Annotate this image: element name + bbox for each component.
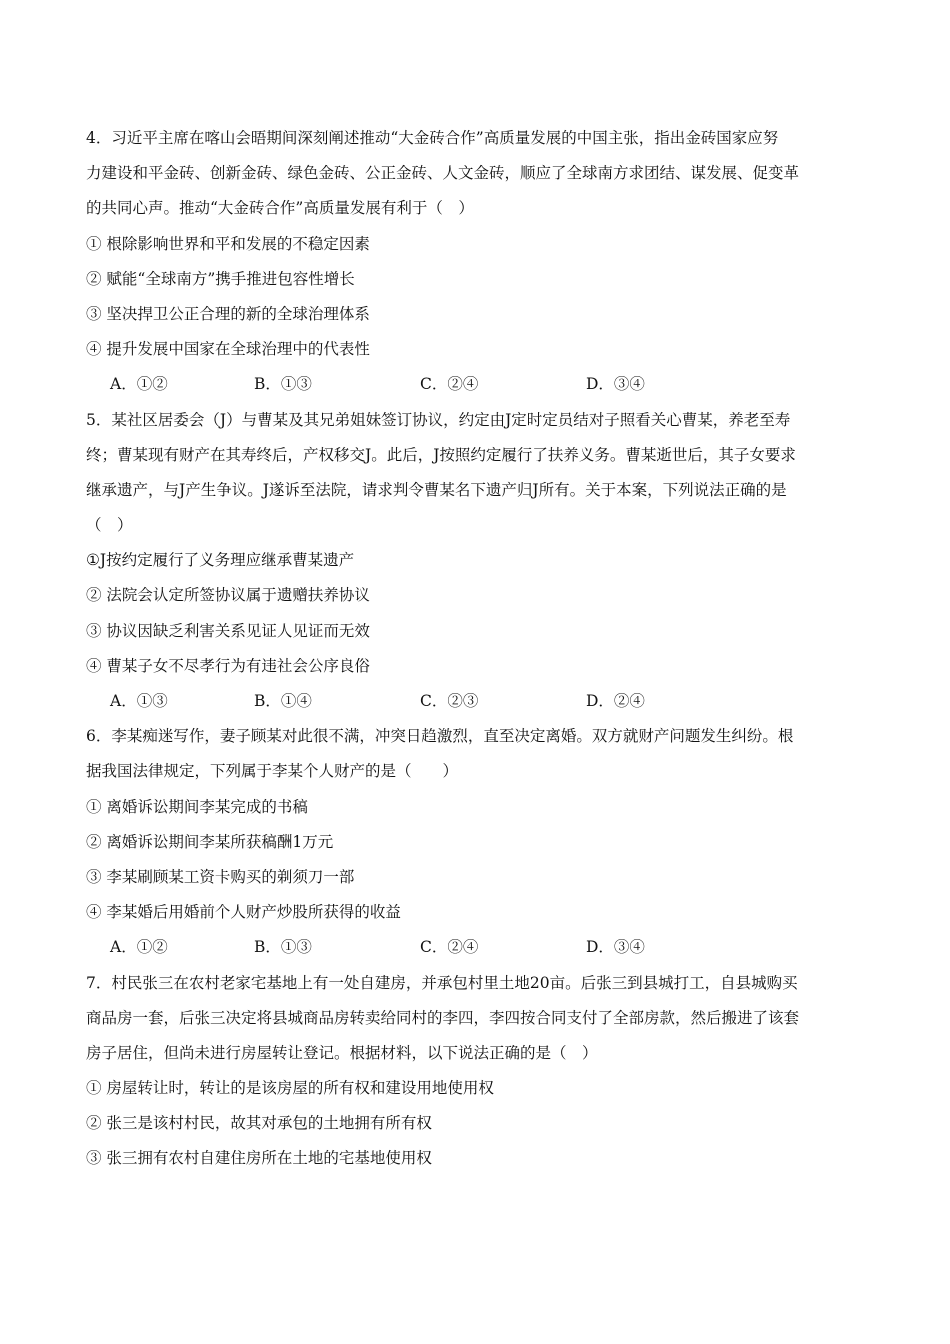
answer-choice-b: B．①③ bbox=[254, 938, 312, 957]
answer-choice-d: D．③④ bbox=[586, 375, 645, 394]
statement-option: ① 房屋转让时，转让的是该房屋的所有权和建设用地使用权 bbox=[86, 1079, 494, 1098]
statement-option: ② 张三是该村村民，故其对承包的土地拥有所有权 bbox=[86, 1114, 432, 1133]
question-stem-line: 继承遗产，与J产生争议。J遂诉至法院，请求判令曹某名下遗产归J所有。关于本案，下列说法正确的是 bbox=[86, 480, 787, 499]
answer-choice-d: D．③④ bbox=[586, 938, 645, 957]
answer-choice-b: B．①③ bbox=[254, 375, 312, 394]
question-6 bbox=[86, 719, 864, 965]
statement-option: ④ 曹某子女不尽孝行为有违社会公序良俗 bbox=[86, 656, 370, 675]
statement-option: ③ 李某刷顾某工资卡购买的剃须刀一部 bbox=[86, 867, 355, 886]
question-stem-line: 4．习近平主席在喀山会晤期间深刻阐述推动“大金砖合作”高质量发展的中国主张，指出金砖国家应努 bbox=[86, 129, 779, 147]
answer-choice-b: B．①④ bbox=[254, 692, 312, 710]
statement-option: ③ 张三拥有农村自建住房所在土地的宅基地使用权 bbox=[86, 1149, 432, 1168]
answer-choice-a: A．①② bbox=[110, 938, 168, 957]
question-stem-line: 终；曹某现有财产在其寿终后，产权移交J。此后，J按照约定履行了扶养义务。曹某逝世后，其子女要求 bbox=[86, 445, 796, 464]
answer-choices bbox=[86, 367, 864, 402]
statement-option: ③ 坚决捍卫公正合理的新的全球治理体系 bbox=[86, 304, 370, 323]
question-5 bbox=[86, 403, 864, 720]
question-stem-line: 据我国法律规定，下列属于李某个人财产的是（ ） bbox=[86, 762, 459, 781]
question-stem-line: 力建设和平金砖、创新金砖、绿色金砖、公正金砖、人文金砖，顺应了全球南方求团结、谋发展、促变革 bbox=[86, 164, 800, 183]
statement-option: ①J按约定履行了义务理应继承曹某遗产 bbox=[86, 551, 355, 570]
answer-choice-c: C．②③ bbox=[420, 692, 479, 710]
question-stem-line: （ ） bbox=[86, 516, 133, 535]
answer-choices bbox=[86, 930, 864, 965]
question-stem-line: 房子居住，但尚未进行房屋转让登记。根据材料，以下说法正确的是（ ） bbox=[86, 1043, 598, 1062]
statement-option: ② 离婚诉讼期间李某所获稿酬1万元 bbox=[86, 832, 334, 851]
answer-choice-a: A．①② bbox=[110, 375, 168, 394]
statement-option: ① 离婚诉讼期间李某完成的书稿 bbox=[86, 797, 308, 816]
question-4 bbox=[86, 121, 864, 403]
question-7 bbox=[86, 966, 864, 1177]
question-stem-line: 商品房一套，后张三决定将县城商品房转卖给同村的李四，李四按合同支付了全部房款，然后搬进了该套 bbox=[86, 1008, 800, 1027]
question-stem-line: 7．村民张三在农村老家宅基地上有一处自建房，并承包村里土地20亩。后张三到县城打工，自县城购买 bbox=[86, 973, 798, 992]
statement-option: ④ 李某婚后用婚前个人财产炒股所获得的收益 bbox=[86, 903, 401, 922]
statement-option: ② 赋能“全球南方”携手推进包容性增长 bbox=[86, 269, 355, 288]
answer-choice-a: A．①③ bbox=[110, 692, 168, 710]
statement-option: ② 法院会认定所签协议属于遗赠扶养协议 bbox=[86, 586, 370, 605]
statement-option: ④ 提升发展中国家在全球治理中的代表性 bbox=[86, 340, 370, 359]
answer-choice-d: D．②④ bbox=[586, 692, 645, 710]
statement-option: ① 根除影响世界和平和发展的不稳定因素 bbox=[86, 234, 370, 253]
exam-page bbox=[86, 121, 864, 1177]
answer-choice-c: C．②④ bbox=[420, 938, 479, 957]
answer-choice-c: C．②④ bbox=[420, 375, 479, 394]
statement-option: ③ 协议因缺乏利害关系见证人见证而无效 bbox=[86, 621, 370, 640]
question-stem-line: 6．李某痴迷写作，妻子顾某对此很不满，冲突日趋激烈，直至决定离婚。双方就财产问题发生纠纷。根 bbox=[86, 727, 794, 746]
answer-choices bbox=[86, 684, 864, 719]
question-stem-line: 5．某社区居委会（J）与曹某及其兄弟姐妹签订协议，约定由J定时定员结对子照看关心曹某，养老至寿 bbox=[86, 410, 791, 429]
question-stem-line: 的共同心声。推动“大金砖合作”高质量发展有利于（ ） bbox=[86, 199, 474, 218]
